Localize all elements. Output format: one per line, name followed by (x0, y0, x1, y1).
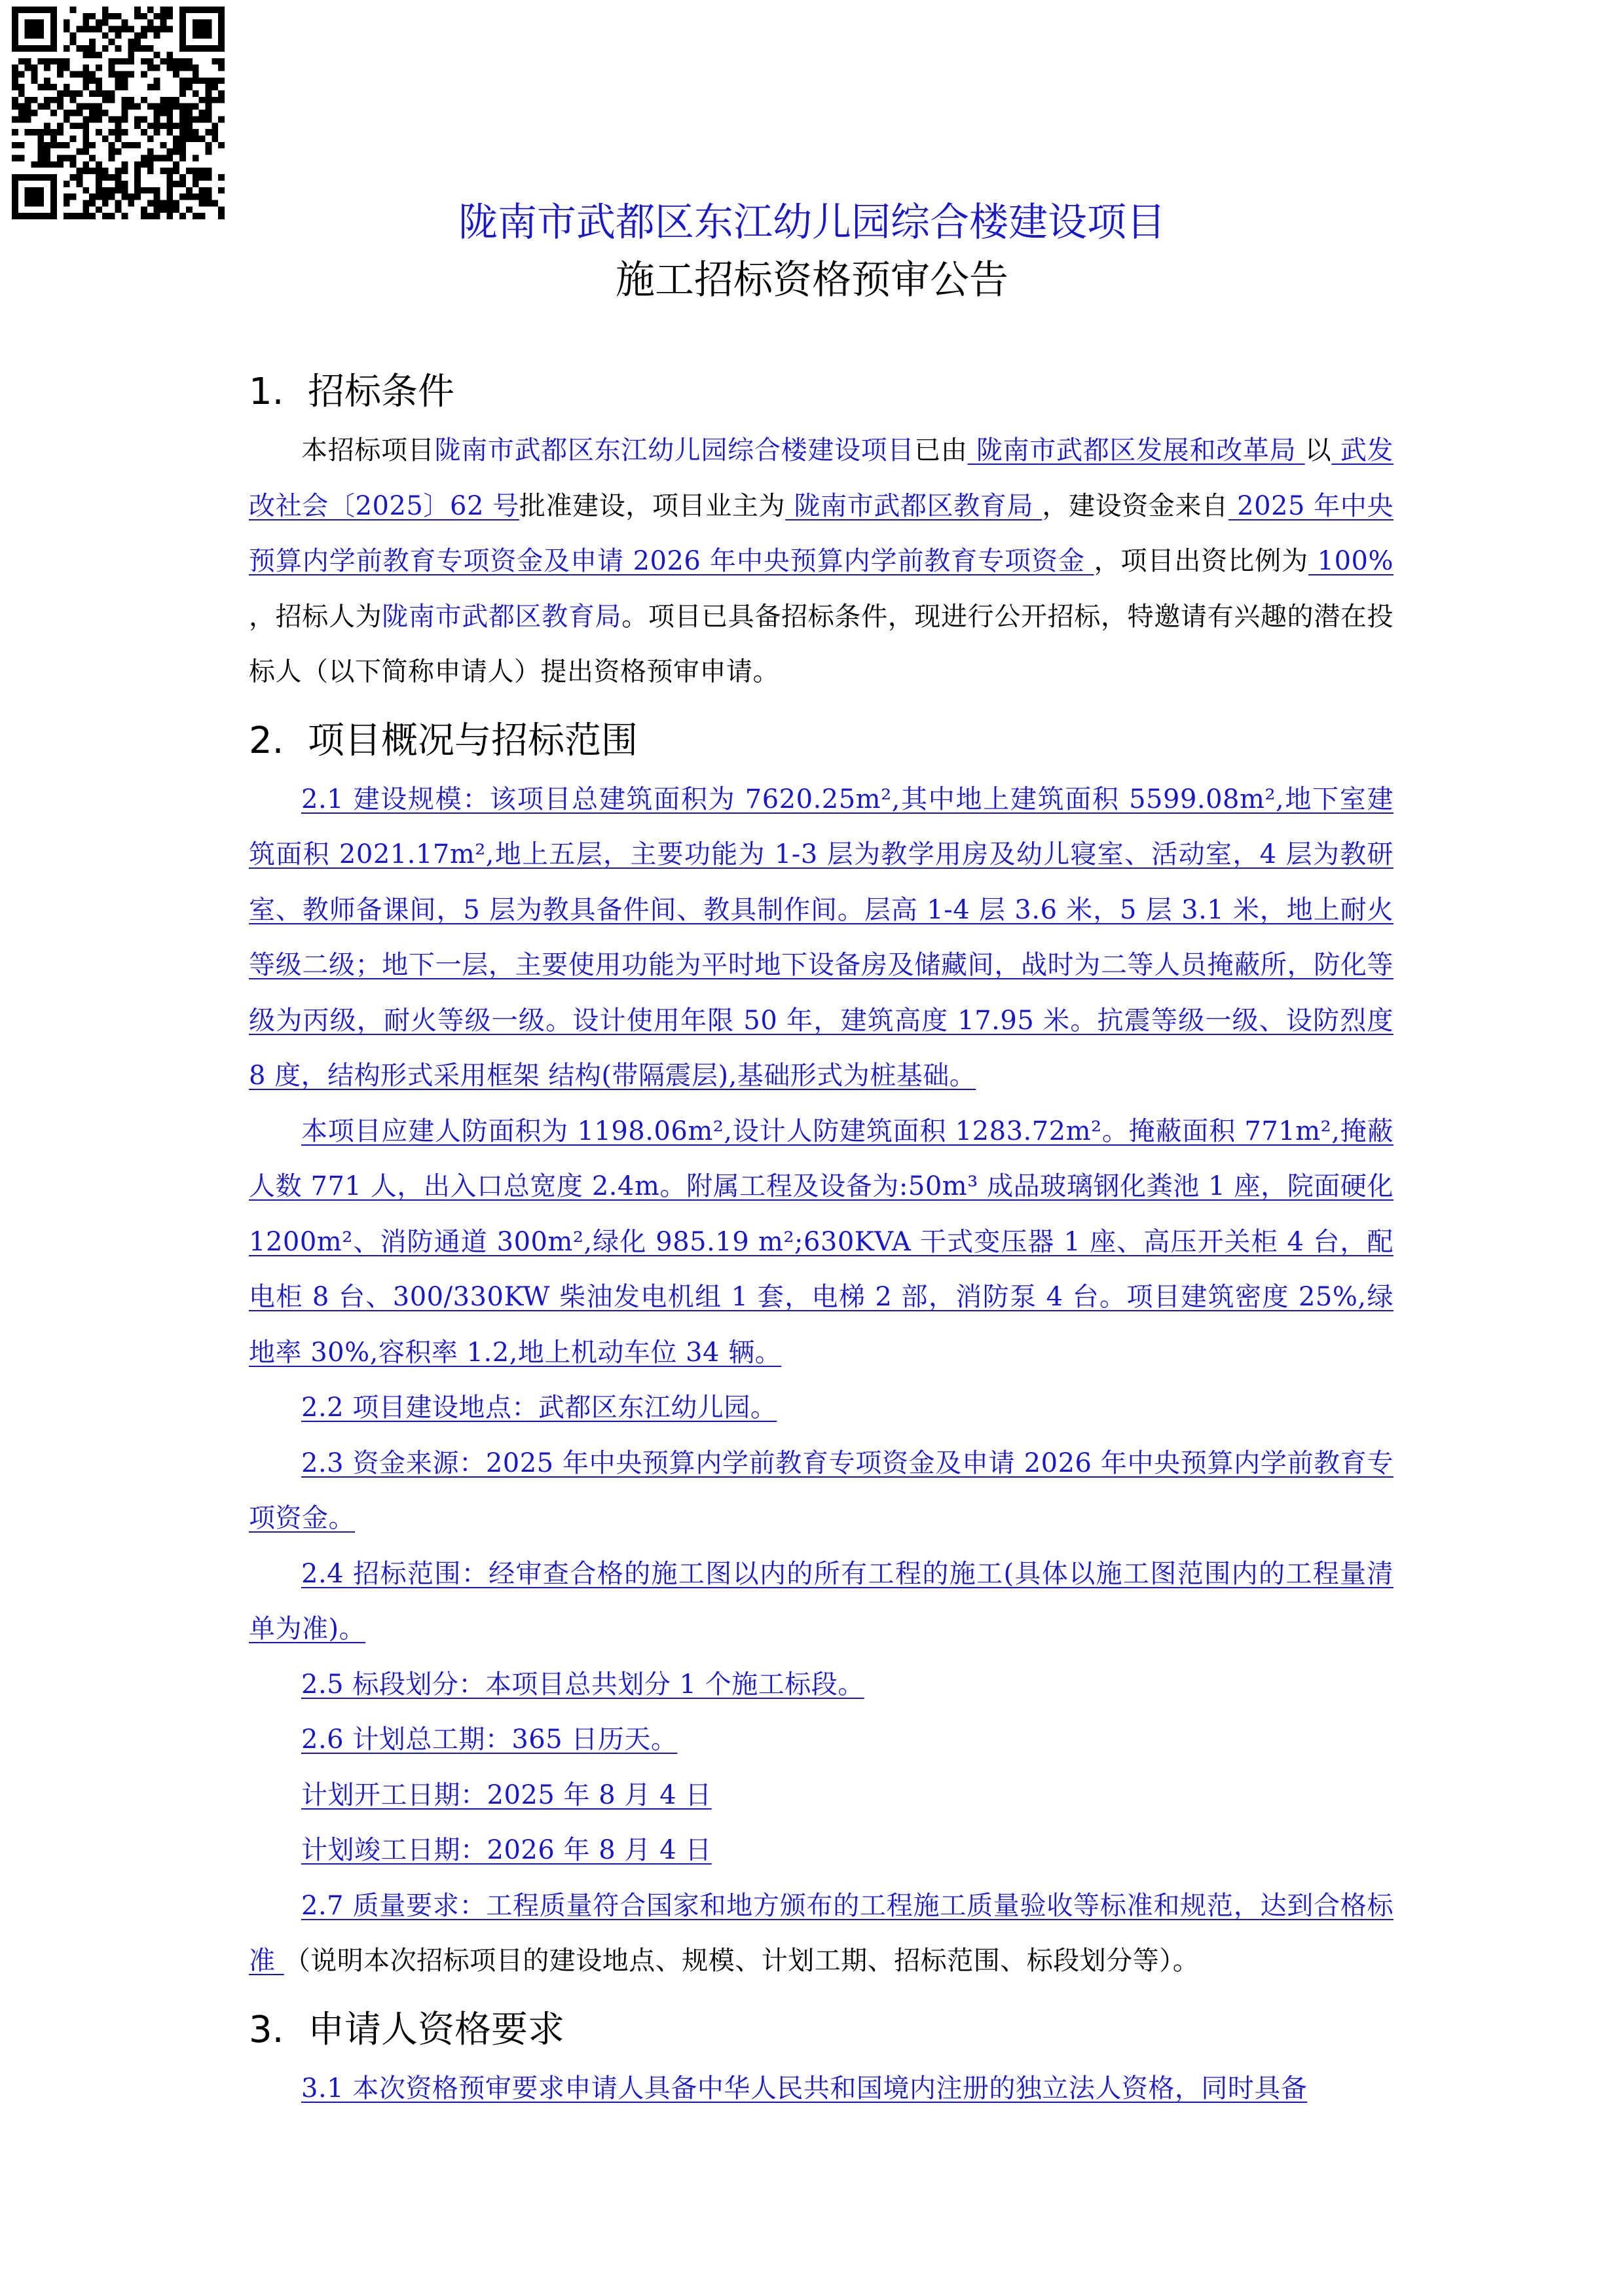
section-3-title: 申请人资格要求 (308, 2008, 564, 2051)
construction-scale-paragraph: 2.1 建设规模：该项目总建筑面积为 7620.25m²,其中地上建筑面积 5599.08m²,地下室建筑面积 2021.17m²,地上五层，主要功能为 1-3 层为教学用房及幼儿寝室、活动室，4 层为教研室、教师备课间，5 层为教具备件间、教具制作间。层高 1-4 层 3.6 米，5 层 3.1 米，地上耐火等级二级；地下一层，主要使用功能为平时地下设备房及储藏间，战时为二等人员掩蔽所，防化等级为丙级，耐火等级一级。设计使用年限 50 年，建筑高度 17.95 米。抗震等级一级、设防烈度 8 度，结构形式采用框架 结构(带隔震层),基础形式为桩基础。 (249, 784, 1393, 1091)
funding-paragraph: 2.3 资金来源：2025 年中央预算内学前教育专项资金及申请 2026 年中央预算内学前教育专项资金。 (249, 1448, 1393, 1533)
civil-defense-paragraph: 本项目应建人防面积为 1198.06m²,设计人防建筑面积 1283.72m²。掩蔽面积 771m²,掩蔽人数 771 人，出入口总宽度 2.4m。附属工程及设备为:50m³ 成品玻璃钢化粪池 1 座，院面硬化 1200m²、消防通道 300m²,绿化 985.19 m²;630KVA 干式变压器 1 座、高压开关柜 4 台，配电柜 8 台、300/330KW 柴油发电机组 1 套，电梯 2 部，消防泵 4 台。项目建筑密度 25%,绿地率 30%,容积率 1.2,地上机动车位 34 辆。 (249, 1116, 1393, 1368)
text-run: 本招标项目 (301, 435, 435, 465)
text-run: 已由 (914, 435, 968, 465)
section-1-heading (249, 367, 1393, 418)
completion-date-paragraph: 计划竣工日期：2026 年 8 月 4 日 (301, 1835, 712, 1865)
quality-requirement: 2.7 质量要求：工程质量符合国家和地方颁布的工程施工质量验收等标准和规范，达到合格标准 (249, 1890, 1393, 1976)
start-date-paragraph: 计划开工日期：2025 年 8 月 4 日 (301, 1779, 712, 1810)
section-2-heading (249, 716, 1393, 767)
qr-code-icon (12, 7, 225, 219)
section-1-paragraph (249, 423, 1393, 700)
document-body (249, 367, 1393, 2116)
scope-paragraph: 2.4 招标范围：经审查合格的施工图以内的所有工程的施工(具体以施工图范围内的工程量清单为准)。 (249, 1558, 1393, 1644)
section-3-number: 3. (249, 2008, 284, 2051)
text-run: 批准建设，项目业主为 (519, 490, 786, 521)
page-title: 陇南市武都区东江幼儿园综合楼建设项目 (458, 200, 1166, 246)
section-2-title: 项目概况与招标范围 (308, 719, 638, 762)
section-1-title: 招标条件 (308, 371, 454, 413)
quality-paragraph (249, 1878, 1393, 1989)
page-subtitle: 施工招标资格预审公告 (616, 257, 1008, 303)
section-2-number: 2. (249, 719, 284, 762)
fund-source: 2025 年中央预算内学前教育专项资金及申请 2026 年中央预算内学前教育专项资金 (249, 490, 1393, 576)
approval-document-number: 武发改社会〔2025〕62 号 (249, 435, 1394, 521)
tenderer-name: 陇南市武都区教育局 (382, 601, 622, 632)
location-paragraph: 2.2 项目建设地点：武都区东江幼儿园。 (301, 1393, 777, 1423)
duration-paragraph: 2.6 计划总工期：365 日历天。 (301, 1724, 678, 1755)
approval-authority: 陇南市武都区发展和改革局 (967, 435, 1305, 465)
quality-note: （说明本次招标项目的建设地点、规模、计划工期、招标范围、标段划分等）。 (284, 1946, 1200, 1976)
qualification-paragraph: 3.1 本次资格预审要求申请人具备中华人民共和国境内注册的独立法人资格，同时具备 (301, 2073, 1308, 2104)
project-name: 陇南市武都区东江幼儿园综合楼建设项目 (434, 435, 915, 465)
funding-ratio: 100% (1308, 546, 1393, 576)
text-run: 。项目已具备招标条件，现进行公开招标，特邀请有兴趣的潜在投标人（以下简称申请人）提出资格预审申请。 (249, 601, 1394, 687)
project-owner: 陇南市武都区教育局 (785, 490, 1043, 521)
section-3-heading (249, 2005, 1393, 2056)
text-run: ，建设资金来自 (1042, 490, 1228, 521)
text-run: ，项目出资比例为 (1094, 546, 1308, 576)
section-1-number: 1. (249, 371, 284, 413)
text-run: 以 (1304, 435, 1332, 465)
text-run: ，招标人为 (249, 601, 382, 632)
lot-division-paragraph: 2.5 标段划分：本项目总共划分 1 个施工标段。 (301, 1669, 864, 1700)
